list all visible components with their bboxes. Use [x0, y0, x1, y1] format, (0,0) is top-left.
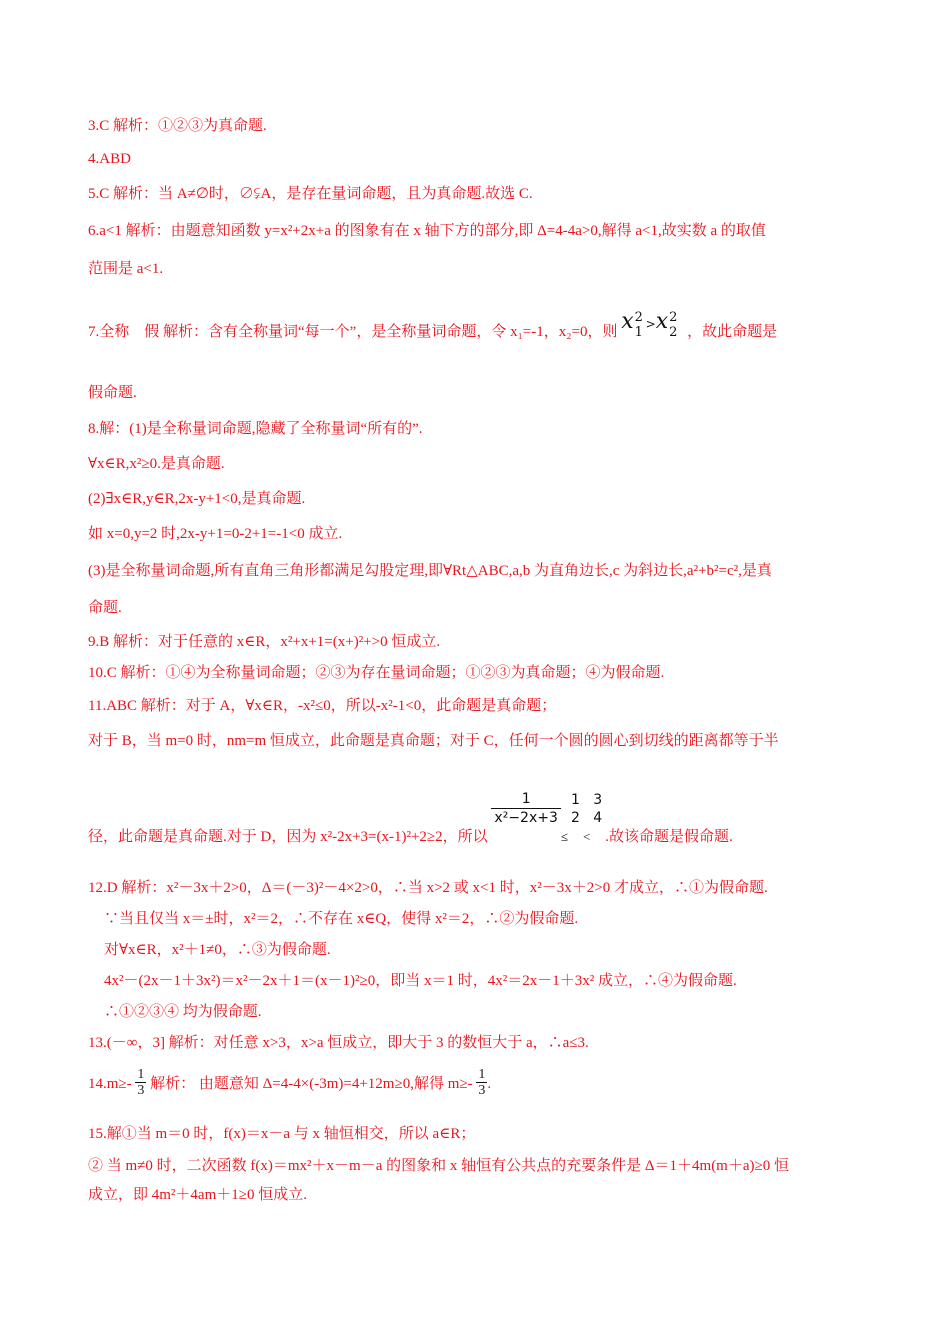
- answer-12-3: 对∀x∈R，x²＋1≠0，∴③为假命题.: [104, 942, 331, 958]
- answer-8-2-example: 如 x=0,y=2 时,2x-y+1=0-2+1=-1<0 成立.: [88, 526, 343, 542]
- answer-11-d-tail: .故该命题是假命题.: [605, 828, 733, 845]
- answer-7: [88, 309, 778, 342]
- answer-11-d-text: 径，此命题是真命题.对于 D，因为 x²-2x+3=(x-1)²+2≥2，所以: [88, 828, 488, 845]
- answer-5: 5.C 解析：当 A≠∅时，∅⫋A，是存在量词命题，且为真命题.故选 C.: [88, 186, 533, 202]
- answer-7-cont: 假命题.: [88, 385, 137, 401]
- fraction-denominator: x²−2x+3: [494, 810, 558, 826]
- third-numerator-b: 1: [478, 1067, 486, 1082]
- answer-8: 8.解：(1)是全称量词命题,隐藏了全称量词“所有的”.: [88, 421, 423, 437]
- answer-4: 4.ABD: [88, 151, 131, 167]
- answer-14-lead: 14.m≥-: [88, 1075, 132, 1092]
- half-numerator: 1: [571, 791, 580, 808]
- half-denominator: 2: [571, 809, 580, 826]
- answer-13: 13.(－∞，3] 解析：对任意 x>3，x>a 恒成立，即大于 3 的数恒大于 a，∴a≤3.: [88, 1035, 589, 1051]
- answer-15-2: ② 当 m≠0 时，二次函数 f(x)＝mx²＋x－m－a 的图象和 x 轴恒有公共点的充要条件是 Δ＝1＋4m(m＋a)≥0 恒: [88, 1158, 789, 1174]
- x1-var: x: [621, 309, 634, 334]
- tq-denominator: 4: [593, 809, 603, 826]
- le-sign: ≤: [560, 828, 569, 844]
- answer-14-period: .: [487, 1075, 492, 1092]
- x1-sub: 1: [634, 325, 643, 340]
- answer-8-2: (2)∃x∈R,y∈R,2x-y+1<0,是真命题.: [88, 491, 306, 507]
- x1-exp: 2: [634, 310, 643, 325]
- answer-11: 11.ABC 解析：对于 A，∀x∈R，-x²≤0，所以-x²-1<0，此命题是真命题；: [88, 698, 557, 714]
- fraction-one-third-b: [476, 1067, 487, 1098]
- third-denominator-b: 3: [478, 1083, 486, 1098]
- answer-8-1: ∀x∈R,x²≥0.是真命题.: [88, 456, 225, 472]
- gt-sign: >: [645, 317, 656, 331]
- answer-7-text: 7.全称 假 解析：含有全称量词“每一个”，是全称量词命题，令 x₁=-1，x₂=0，则: [88, 324, 618, 340]
- fraction-three-quarters: [590, 791, 605, 827]
- answer-7-tail: ，故此命题是: [687, 324, 778, 340]
- answer-3: 3.C 解析：①②③为真命题.: [88, 118, 267, 134]
- answer-9: 9.B 解析：对于任意的 x∈R，x²+x+1=(x+)²+>0 恒成立.: [88, 634, 441, 650]
- answer-11-d: [88, 790, 733, 845]
- x2-exp: 2: [669, 310, 678, 325]
- third-denominator-a: 3: [137, 1083, 145, 1098]
- x2-var: x: [655, 309, 669, 334]
- lt-sign: <: [582, 828, 591, 844]
- answer-7-inequality: [621, 309, 687, 340]
- answer-12-4: 4x²－(2x－1＋3x²)＝x²－2x＋1＝(x－1)²≥0，即当 x＝1 时，4x²＝2x－1＋3x² 成立，∴④为假命题.: [104, 973, 737, 989]
- fraction-numerator: 1: [491, 790, 560, 809]
- fraction-half: [568, 791, 583, 827]
- answer-11-cont: 对于 B，当 m=0 时，nm=m 恒成立，此命题是真命题；对于 C，任何一个圆的圆心到切线的距离都等于半: [88, 733, 779, 749]
- answer-8-3: (3)是全称量词命题,所有直角三角形都满足勾股定理,即∀Rt△ABC,a,b 为直角边长,c 为斜边长,a²+b²=c²,是真: [88, 563, 772, 579]
- answer-15: 15.解①当 m＝0 时，f(x)＝x－a 与 x 轴恒相交，所以 a∈R；: [88, 1126, 476, 1142]
- fraction-reciprocal: [491, 790, 560, 827]
- answer-14-text: 解析： 由题意知 Δ=4-4×(-3m)=4+12m≥0,解得 m≥-: [150, 1075, 473, 1092]
- tq-numerator: 3: [593, 791, 603, 808]
- answer-15-3: 成立，即 4m²＋4am＋1≥0 恒成立.: [88, 1187, 307, 1203]
- third-numerator-a: 1: [137, 1067, 145, 1082]
- answer-12-conclusion: ∴①②③④ 均为假命题.: [104, 1004, 262, 1020]
- answer-6-cont: 范围是 a<1.: [88, 261, 164, 277]
- answer-14: [88, 1069, 491, 1100]
- answer-8-3-cont: 命题.: [88, 600, 122, 616]
- answer-6: 6.a<1 解析：由题意知函数 y=x²+2x+a 的图象有在 x 轴下方的部分,即 Δ=4-4a>0,解得 a<1,故实数 a 的取值: [88, 223, 766, 239]
- answer-10: 10.C 解析：①④为全称量词命题；②③为存在量词命题；①②③为真命题；④为假命题.: [88, 665, 665, 681]
- fraction-one-third-a: [135, 1067, 146, 1098]
- x2-sub: 2: [669, 325, 678, 340]
- answer-12-2: ∵当且仅当 x＝±时，x²＝2，∴不存在 x∈Q，使得 x²＝2，∴②为假命题.: [104, 911, 579, 927]
- answer-12: 12.D 解析：x²－3x＋2>0，Δ＝(－3)²－4×2>0，∴当 x>2 或 x<1 时，x²－3x＋2>0 才成立，∴①为假命题.: [88, 880, 768, 896]
